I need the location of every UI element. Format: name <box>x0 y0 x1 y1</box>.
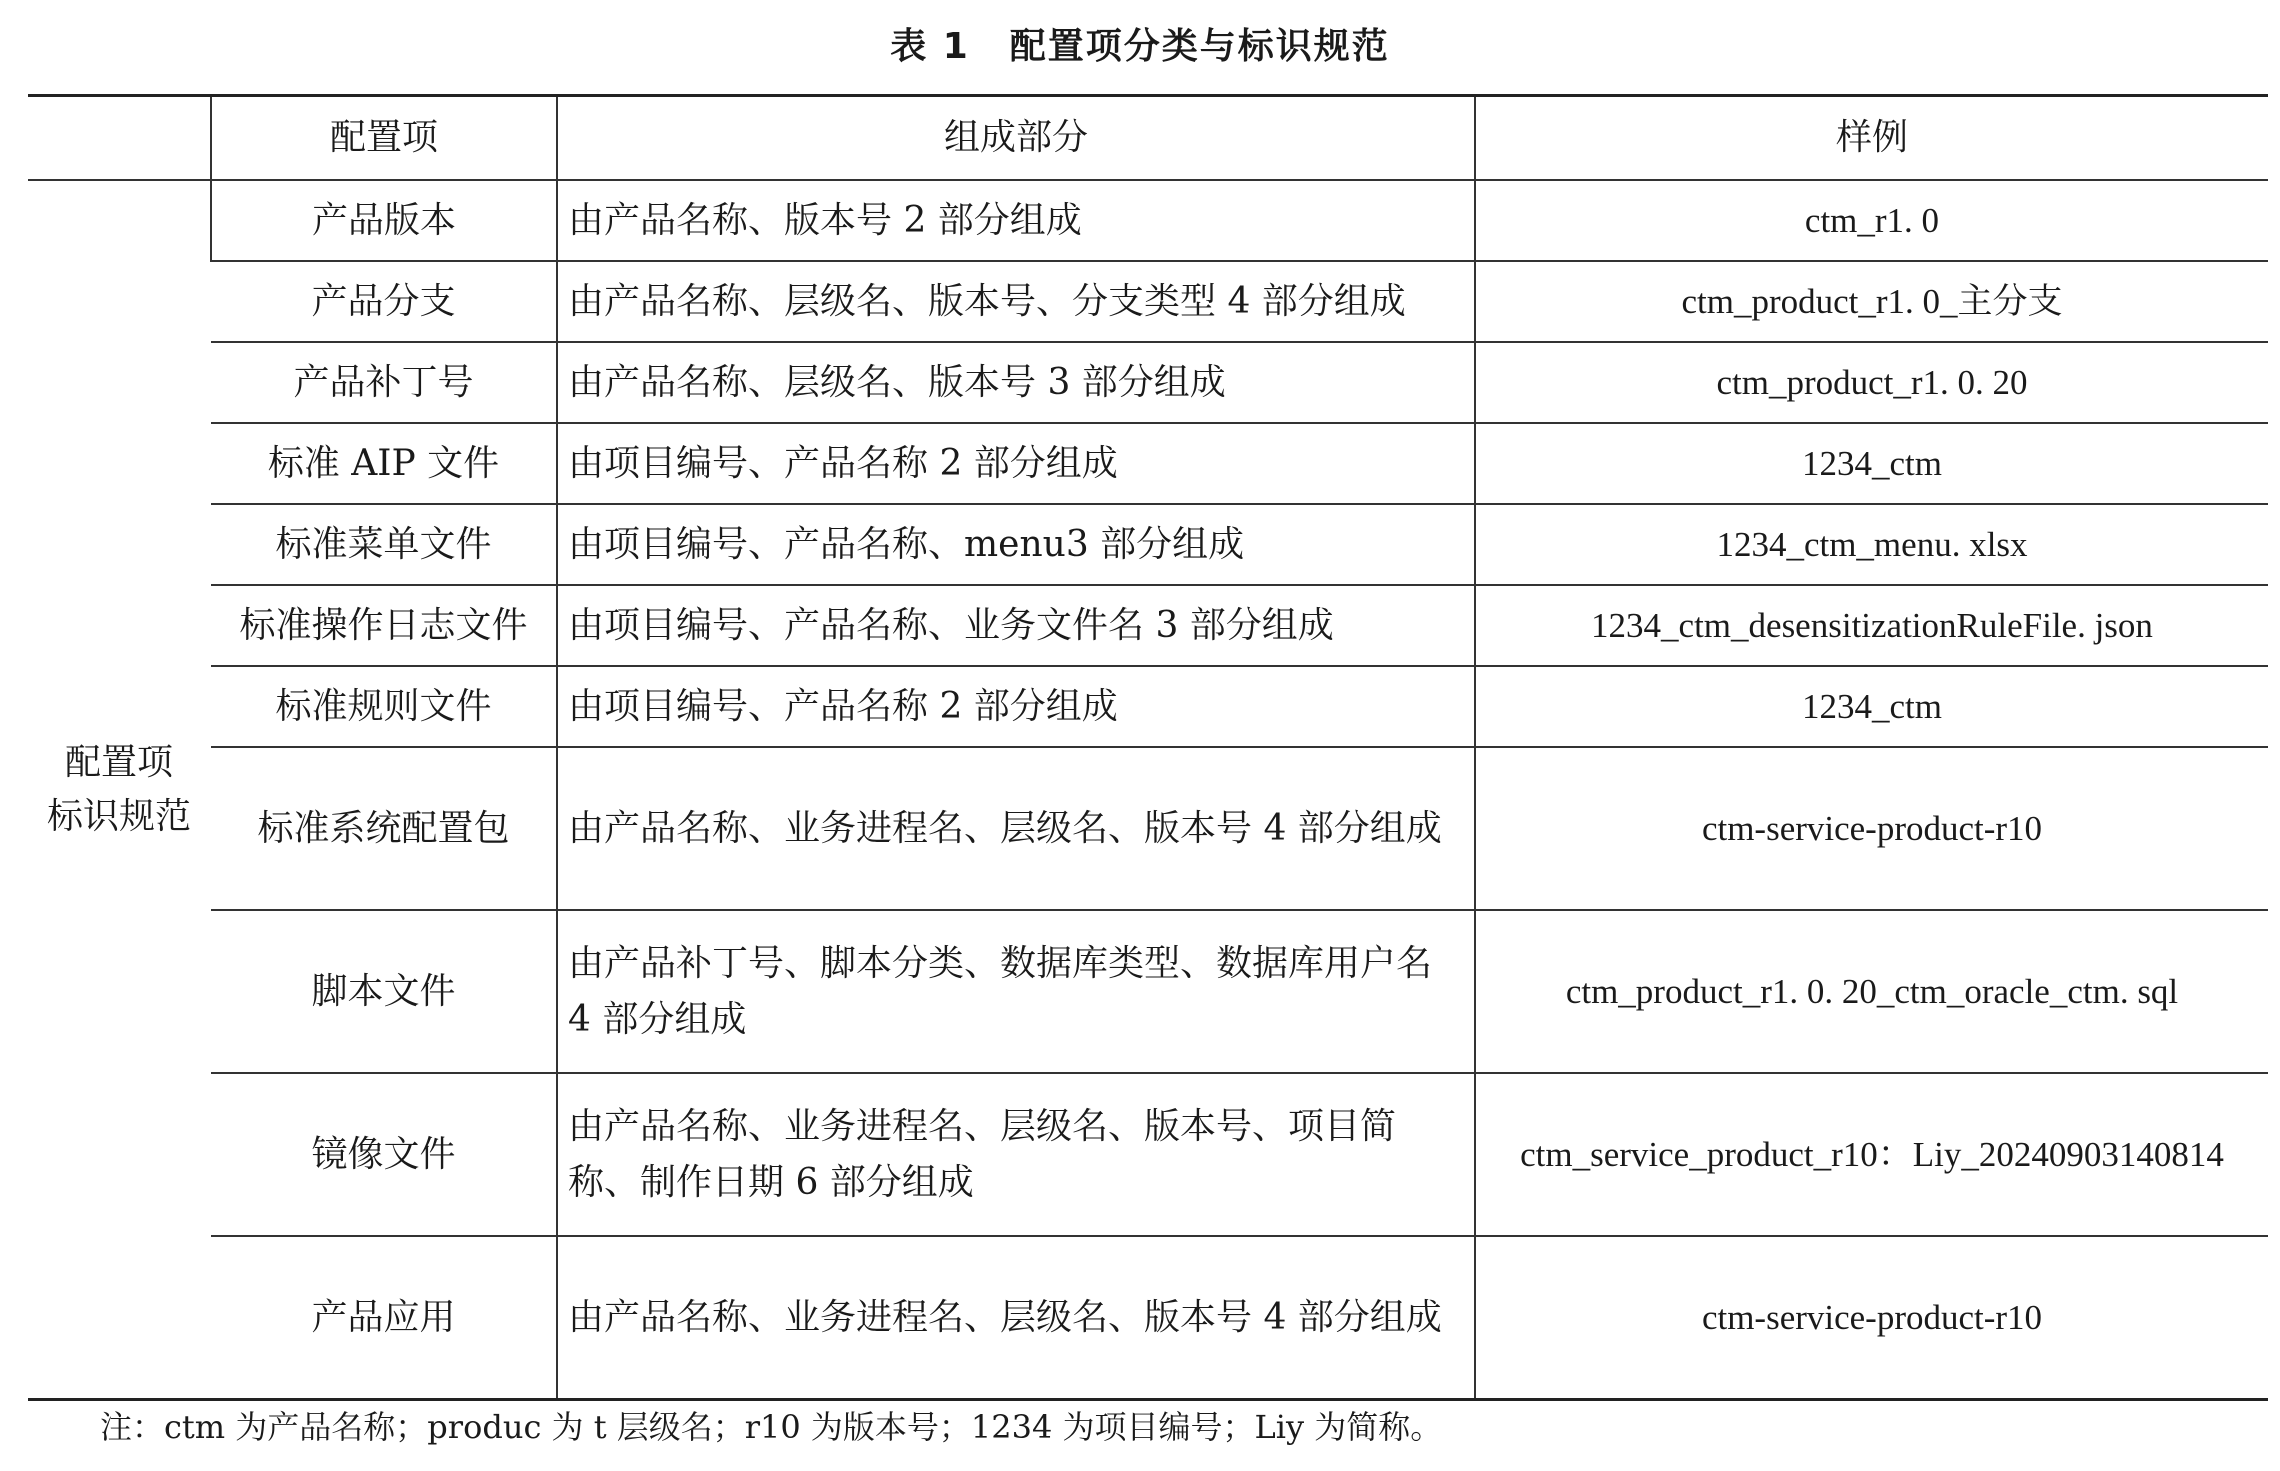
table-row <box>28 585 2268 666</box>
table-row <box>28 342 2268 423</box>
example-cell: 1234_ctm_desensitizationRuleFile. json <box>1475 585 2268 666</box>
table-number: 表 1 <box>890 26 970 67</box>
header-category <box>28 96 211 181</box>
header-item: 配置项 <box>211 96 557 181</box>
composition-cell: 由项目编号、产品名称、业务文件名 3 部分组成 <box>557 585 1475 666</box>
item-cell: 标准操作日志文件 <box>211 585 557 666</box>
example-cell: ctm_product_r1. 0_主分支 <box>1475 261 2268 342</box>
config-spec-table <box>28 94 2268 1401</box>
table-row <box>28 180 2268 261</box>
item-cell: 产品应用 <box>211 1236 557 1400</box>
item-cell: 镜像文件 <box>211 1073 557 1236</box>
composition-cell: 由产品名称、业务进程名、层级名、版本号 4 部分组成 <box>557 747 1475 910</box>
table-row <box>28 747 2268 910</box>
item-cell: 脚本文件 <box>211 910 557 1073</box>
composition-cell: 由产品名称、版本号 2 部分组成 <box>557 180 1475 261</box>
table-row <box>28 910 2268 1073</box>
composition-cell: 由项目编号、产品名称、menu3 部分组成 <box>557 504 1475 585</box>
header-row <box>28 96 2268 181</box>
composition-cell: 由产品名称、层级名、版本号 3 部分组成 <box>557 342 1475 423</box>
example-cell: ctm-service-product-r10 <box>1475 1236 2268 1400</box>
example-cell: 1234_ctm <box>1475 666 2268 747</box>
item-cell: 产品分支 <box>211 261 557 342</box>
composition-cell: 由产品名称、业务进程名、层级名、版本号、项目简称、制作日期 6 部分组成 <box>557 1073 1475 1236</box>
category-label: 配置项 标识规范 <box>46 741 191 837</box>
item-cell: 产品版本 <box>211 180 557 261</box>
composition-cell: 由项目编号、产品名称 2 部分组成 <box>557 666 1475 747</box>
composition-cell: 由产品名称、层级名、版本号、分支类型 4 部分组成 <box>557 261 1475 342</box>
composition-cell: 由项目编号、产品名称 2 部分组成 <box>557 423 1475 504</box>
table-row <box>28 1236 2268 1400</box>
header-composition: 组成部分 <box>557 96 1475 181</box>
example-cell: ctm_product_r1. 0. 20_ctm_oracle_ctm. sql <box>1475 910 2268 1073</box>
example-cell: ctm_service_product_r10：Liy_20240903140814 <box>1475 1073 2268 1236</box>
composition-cell: 由产品名称、业务进程名、层级名、版本号 4 部分组成 <box>557 1236 1475 1400</box>
item-cell: 产品补丁号 <box>211 342 557 423</box>
example-cell: 1234_ctm <box>1475 423 2268 504</box>
example-cell: ctm_product_r1. 0. 20 <box>1475 342 2268 423</box>
table-title <box>0 22 2280 72</box>
table-row <box>28 423 2268 504</box>
table-row <box>28 1073 2268 1236</box>
item-cell: 标准 AIP 文件 <box>211 423 557 504</box>
item-cell: 标准规则文件 <box>211 666 557 747</box>
example-cell: ctm_r1. 0 <box>1475 180 2268 261</box>
item-cell: 标准菜单文件 <box>211 504 557 585</box>
example-cell: 1234_ctm_menu. xlsx <box>1475 504 2268 585</box>
header-example: 样例 <box>1475 96 2268 181</box>
table-caption: 配置项分类与标识规范 <box>1009 26 1390 67</box>
table-note: 注：ctm 为产品名称；produc 为 t 层级名；r10 为版本号；1234 为项目编号；Liy 为简称。 <box>100 1408 1443 1446</box>
example-cell: ctm-service-product-r10 <box>1475 747 2268 910</box>
table-row <box>28 504 2268 585</box>
table-row <box>28 261 2268 342</box>
composition-cell: 由产品补丁号、脚本分类、数据库类型、数据库用户名 4 部分组成 <box>557 910 1475 1073</box>
category-cell <box>28 180 211 1400</box>
item-cell: 标准系统配置包 <box>211 747 557 910</box>
table-row <box>28 666 2268 747</box>
